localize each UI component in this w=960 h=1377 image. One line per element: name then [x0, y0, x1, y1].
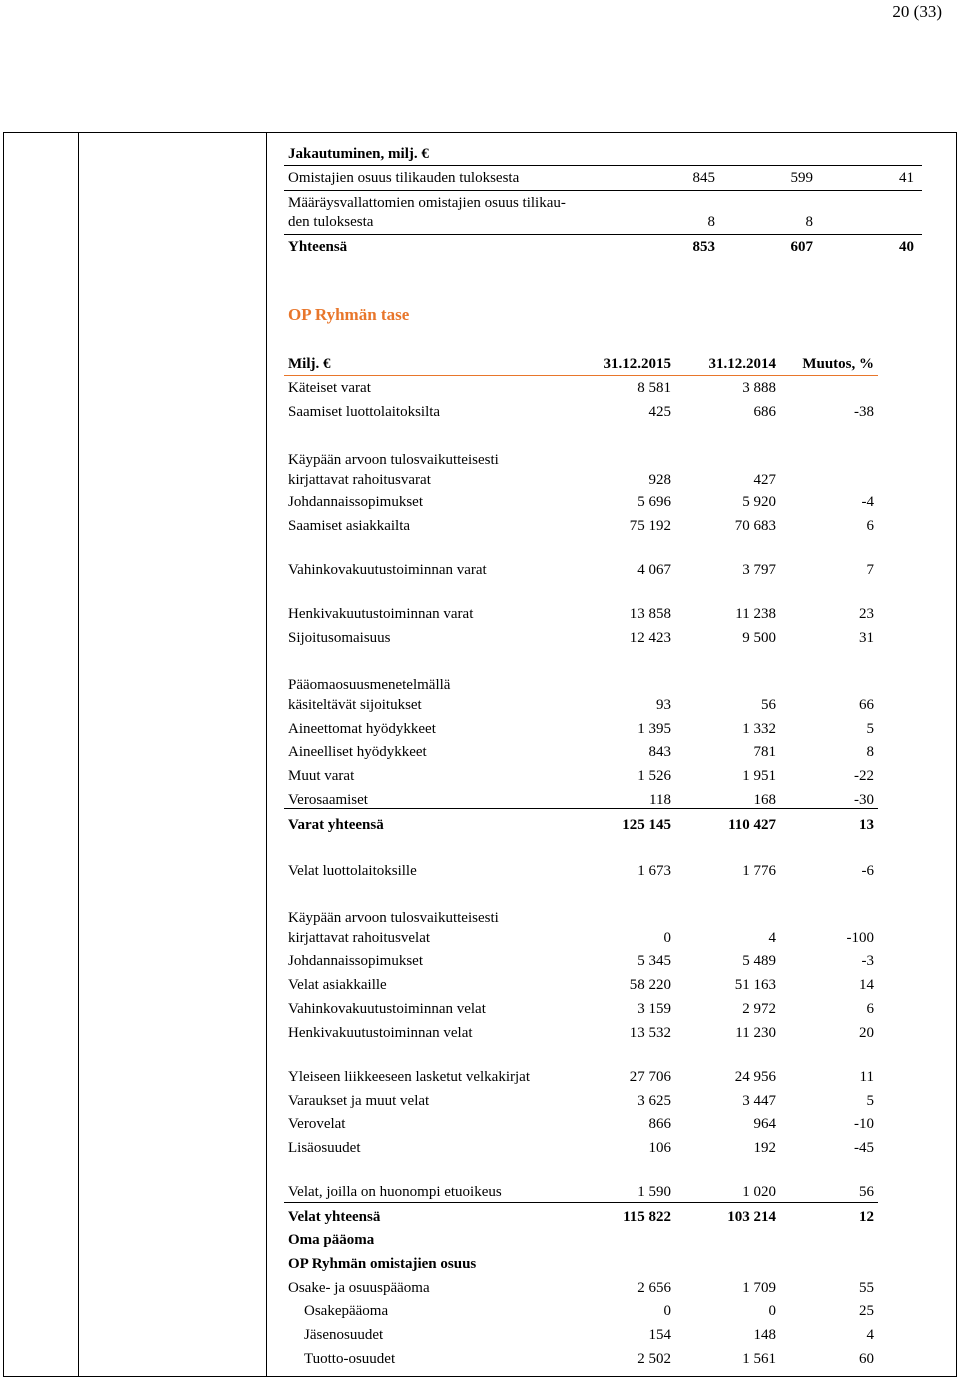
value-2015: 928 [648, 472, 671, 488]
value-change: 25 [859, 1303, 874, 1319]
value-2014: 4 [768, 930, 776, 946]
row-label: Johdannaissopimukset [288, 953, 423, 969]
row-label: Vahinkovakuutustoiminnan varat [288, 562, 487, 578]
table-row [288, 560, 874, 580]
table-row [288, 742, 874, 762]
value-2014: 51 163 [734, 977, 776, 993]
row-label: Velat luottolaitoksille [288, 863, 417, 879]
value-2015: 1 526 [637, 768, 671, 784]
value-2014: 427 [753, 472, 776, 488]
value-change: 6 [866, 518, 874, 534]
value-2015: 4 067 [637, 562, 671, 578]
row-label: Muut varat [288, 768, 355, 784]
table-row [288, 168, 918, 188]
value-2015: 12 423 [629, 630, 671, 646]
value-2014: 1 020 [742, 1184, 776, 1200]
value-change: -38 [854, 404, 874, 420]
value-2015: 425 [648, 404, 671, 420]
row-label: Yleiseen liikkeeseen lasketut velkakirjat [288, 1069, 530, 1085]
table-row [288, 1182, 874, 1202]
value-2014: 3 447 [742, 1093, 776, 1109]
balance-title [288, 304, 888, 326]
value-change: 31 [859, 630, 874, 646]
value-2015: 58 220 [629, 977, 671, 993]
table-row [288, 193, 918, 213]
value-2015: 1 395 [637, 721, 671, 737]
row-label: Henkivakuutustoiminnan velat [288, 1025, 473, 1041]
value-2014: 168 [753, 792, 776, 808]
row-label: Saamiset luottolaitoksilta [288, 404, 441, 420]
table-row [288, 1067, 874, 1087]
row-label: Käteiset varat [288, 380, 371, 396]
value-change: -10 [854, 1116, 874, 1132]
page-number: 20 (33) [892, 2, 942, 21]
value-2015: 5 345 [637, 953, 671, 969]
value-2014: 607 [790, 239, 813, 255]
value-2014: 8 [805, 214, 813, 230]
table-row [288, 928, 874, 948]
row-label: Lisäosuudet [288, 1140, 361, 1156]
row-label: Varat yhteensä [288, 817, 384, 833]
table-row [288, 492, 874, 512]
value-change: 14 [859, 977, 874, 993]
value-change: -3 [861, 953, 874, 969]
row-label: Velat, joilla on huonompi etuoikeus [288, 1184, 502, 1200]
value-2014: 56 [761, 697, 776, 713]
value-change: -100 [846, 930, 874, 946]
table-row [288, 999, 874, 1019]
table-row [288, 378, 874, 398]
divider [284, 1202, 878, 1203]
table-row [288, 1230, 874, 1250]
table-row [288, 790, 874, 810]
value-change: 8 [866, 744, 874, 760]
table-row [288, 604, 874, 624]
row-label: Aineelliset hyödykkeet [288, 744, 427, 760]
value-2014: 24 956 [734, 1069, 776, 1085]
row-label: kirjattavat rahoitusvelat [288, 930, 431, 946]
row-label: Varaukset ja muut velat [288, 1093, 430, 1109]
table-row [288, 975, 874, 995]
distribution-header-label: Jakautuminen, milj. € [288, 146, 429, 162]
value-change: 20 [859, 1025, 874, 1041]
value-change: 13 [859, 817, 874, 833]
value-change: 4 [866, 1327, 874, 1343]
value-change: -30 [854, 792, 874, 808]
value-2014: 1 951 [742, 768, 776, 784]
column-divider-left [78, 133, 79, 1376]
balance-header-row [288, 354, 874, 374]
table-row [288, 815, 874, 835]
value-2014: 781 [753, 744, 776, 760]
header-2014: 31.12.2014 [708, 356, 776, 372]
table-row [288, 402, 874, 422]
value-2015: 27 706 [629, 1069, 671, 1085]
value-2014: 9 500 [742, 630, 776, 646]
value-change: 12 [859, 1209, 874, 1225]
table-row [288, 1114, 874, 1134]
row-label-line1: Määräysvallattomien omistajien osuus tilikau- [288, 195, 566, 211]
divider [284, 808, 878, 809]
table-row [288, 450, 874, 470]
value-2014: 5 920 [742, 494, 776, 510]
value-2014: 1 332 [742, 721, 776, 737]
table-row [288, 212, 918, 232]
row-label: Velat yhteensä [288, 1209, 381, 1225]
value-2014: 3 797 [742, 562, 776, 578]
row-label: OP Ryhmän omistajien osuus [288, 1256, 477, 1272]
value-2014: 148 [753, 1327, 776, 1343]
table-row [288, 1301, 874, 1321]
table-row [288, 1207, 874, 1227]
table-row [288, 1138, 874, 1158]
value-change: -45 [854, 1140, 874, 1156]
divider [284, 190, 922, 191]
row-label: Johdannaissopimukset [288, 494, 423, 510]
value-2014: 103 214 [727, 1209, 776, 1225]
row-label-line1: Käypään arvoon tulosvaikutteisesti [288, 452, 499, 468]
value-2014: 599 [790, 170, 813, 186]
value-2015: 5 696 [637, 494, 671, 510]
row-label: käsiteltävät sijoitukset [288, 697, 422, 713]
value-change: -4 [861, 494, 874, 510]
row-label: Jäsenosuudet [304, 1327, 384, 1343]
value-change: 41 [899, 170, 914, 186]
value-change: -22 [854, 768, 874, 784]
value-2015: 2 656 [637, 1280, 671, 1296]
value-change: 55 [859, 1280, 874, 1296]
value-2014: 3 888 [742, 380, 776, 396]
value-2014: 192 [753, 1140, 776, 1156]
row-label: Osakepääoma [304, 1303, 389, 1319]
value-2014: 11 238 [735, 606, 776, 622]
value-2015: 8 [707, 214, 715, 230]
row-label: Saamiset asiakkailta [288, 518, 411, 534]
row-label: Henkivakuutustoiminnan varat [288, 606, 474, 622]
table-row [288, 1278, 874, 1298]
value-change: 23 [859, 606, 874, 622]
table-row [288, 1091, 874, 1111]
row-label: Vahinkovakuutustoiminnan velat [288, 1001, 486, 1017]
table-row [288, 766, 874, 786]
value-change: 5 [866, 1093, 874, 1109]
value-2015: 845 [692, 170, 715, 186]
header-divider [284, 375, 878, 376]
row-label: Aineettomat hyödykkeet [288, 721, 436, 737]
header-change: Muutos, % [802, 356, 874, 372]
table-row [288, 1349, 874, 1369]
divider [284, 165, 922, 166]
value-change: -6 [861, 863, 874, 879]
value-2015: 0 [663, 930, 671, 946]
value-2015: 843 [648, 744, 671, 760]
table-row [288, 470, 874, 490]
row-label: Osake- ja osuuspääoma [288, 1280, 430, 1296]
value-change: 56 [859, 1184, 874, 1200]
header-2015: 31.12.2015 [603, 356, 671, 372]
row-label: Oma pääoma [288, 1232, 375, 1248]
row-label: Omistajien osuus tilikauden tuloksesta [288, 170, 520, 186]
value-2015: 125 145 [622, 817, 671, 833]
row-label: Yhteensä [288, 239, 348, 255]
value-2015: 115 822 [623, 1209, 671, 1225]
table-row [288, 951, 874, 971]
value-2014: 1 776 [742, 863, 776, 879]
table-row [288, 1023, 874, 1043]
table-row [288, 908, 874, 928]
row-label: Tuotto-osuudet [304, 1351, 396, 1367]
table-row [288, 516, 874, 536]
table-row [288, 719, 874, 739]
value-2015: 118 [649, 792, 671, 808]
value-2015: 853 [692, 239, 715, 255]
value-2015: 8 581 [637, 380, 671, 396]
row-label-line1: Pääomaosuusmenetelmällä [288, 677, 451, 693]
value-2014: 0 [768, 1303, 776, 1319]
value-change: 7 [866, 562, 874, 578]
value-2014: 686 [753, 404, 776, 420]
distribution-total-row [288, 237, 918, 257]
balance-title-text: OP Ryhmän tase [288, 305, 410, 324]
value-2015: 154 [648, 1327, 671, 1343]
value-2015: 0 [663, 1303, 671, 1319]
value-2015: 3 159 [637, 1001, 671, 1017]
row-label: kirjattavat rahoitusvarat [288, 472, 431, 488]
table-row [288, 675, 874, 695]
value-2015: 13 532 [629, 1025, 671, 1041]
row-label: Verosaamiset [288, 792, 368, 808]
value-2015: 93 [656, 697, 671, 713]
row-label: Verovelat [288, 1116, 346, 1132]
row-label: Velat asiakkaille [288, 977, 387, 993]
value-change: 11 [859, 1069, 874, 1085]
row-label: Sijoitusomaisuus [288, 630, 391, 646]
value-change: 5 [866, 721, 874, 737]
value-change: 6 [866, 1001, 874, 1017]
value-2014: 964 [753, 1116, 776, 1132]
header-unit: Milj. € [288, 356, 331, 372]
divider [284, 234, 922, 235]
value-change: 66 [859, 697, 874, 713]
distribution-header [288, 144, 918, 164]
table-row [288, 1325, 874, 1345]
value-2015: 106 [648, 1140, 671, 1156]
table-row [288, 695, 874, 715]
value-change: 60 [859, 1351, 874, 1367]
value-2015: 75 192 [629, 518, 671, 534]
value-2014: 110 427 [728, 817, 776, 833]
value-change: 40 [899, 239, 914, 255]
value-2015: 866 [648, 1116, 671, 1132]
value-2015: 13 858 [629, 606, 671, 622]
table-row [288, 1254, 874, 1274]
value-2015: 2 502 [637, 1351, 671, 1367]
value-2015: 1 590 [637, 1184, 671, 1200]
table-row [288, 861, 874, 881]
value-2014: 5 489 [742, 953, 776, 969]
table-row [288, 628, 874, 648]
value-2014: 2 972 [742, 1001, 776, 1017]
row-label-line1: Käypään arvoon tulosvaikutteisesti [288, 910, 499, 926]
value-2014: 1 709 [742, 1280, 776, 1296]
value-2014: 1 561 [742, 1351, 776, 1367]
value-2014: 70 683 [734, 518, 776, 534]
column-divider-main [266, 133, 267, 1376]
value-2015: 3 625 [637, 1093, 671, 1109]
value-2015: 1 673 [637, 863, 671, 879]
value-2014: 11 230 [735, 1025, 776, 1041]
row-label-line2: den tuloksesta [288, 214, 374, 230]
